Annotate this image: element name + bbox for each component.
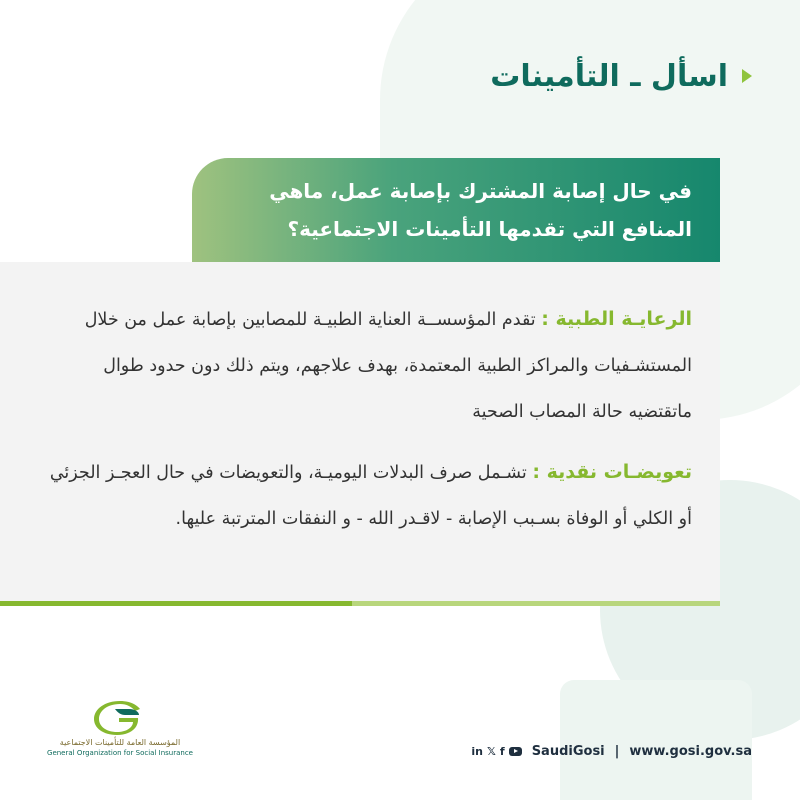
footer-separator: | bbox=[614, 743, 620, 759]
gosi-logo-arabic-name: المؤسسة العامة للتأمينات الاجتماعية bbox=[59, 738, 181, 747]
question-line-2: المنافع التي تقدمها التأمينات الاجتماعية؟ bbox=[287, 217, 692, 241]
x-icon[interactable]: 𝕏 bbox=[487, 744, 496, 758]
social-links bbox=[471, 745, 521, 758]
website-link[interactable]: www.gosi.gov.sa bbox=[629, 743, 752, 759]
triangle-marker-icon bbox=[742, 69, 752, 83]
gosi-logo-mark-icon bbox=[89, 700, 151, 736]
facebook-icon[interactable]: f bbox=[499, 744, 505, 758]
answer-text-cash-compensation: تشـمل صرف البدلات اليوميـة، والتعويضات في حال العجـز الجزئي أو الكلي أو الوفاة بسـبب الإصابة - لاقـدر الله - و النفقات المترتبة عليها. bbox=[49, 463, 692, 529]
social-handle[interactable]: SaudiGosi bbox=[531, 743, 605, 759]
panel-bottom-line-accent bbox=[0, 601, 352, 606]
answer-label-medical-care: الرعايـة الطبية : bbox=[541, 308, 692, 330]
linkedin-icon[interactable]: in bbox=[471, 744, 484, 758]
answer-item-medical-care bbox=[40, 296, 692, 435]
answer-text-medical-care: تقدم المؤسســة العناية الطبيـة للمصابين بإصابة عمل من خلال المستشـفيات والمراكز الطبية المعتمدة، بهدف علاجهم، ويتم ذلك دون حدود طوال ماتقتضيه حالة المصاب الصحية bbox=[84, 310, 692, 422]
answer-panel bbox=[0, 262, 720, 606]
answer-item-cash-compensation bbox=[40, 449, 692, 542]
gosi-logo bbox=[40, 700, 200, 760]
gosi-logo-english-name: General Organization for Social Insurance bbox=[47, 749, 193, 757]
footer bbox=[471, 740, 752, 762]
question-banner bbox=[192, 158, 720, 262]
question-line-1: في حال إصابة المشترك بإصابة عمل، ماهي bbox=[269, 179, 692, 203]
answer-label-cash-compensation: تعويضـات نقدية : bbox=[532, 461, 692, 483]
youtube-icon[interactable] bbox=[509, 747, 522, 756]
page-title-row bbox=[490, 50, 752, 102]
page-title: اسأل ـ التأمينات bbox=[490, 58, 728, 94]
